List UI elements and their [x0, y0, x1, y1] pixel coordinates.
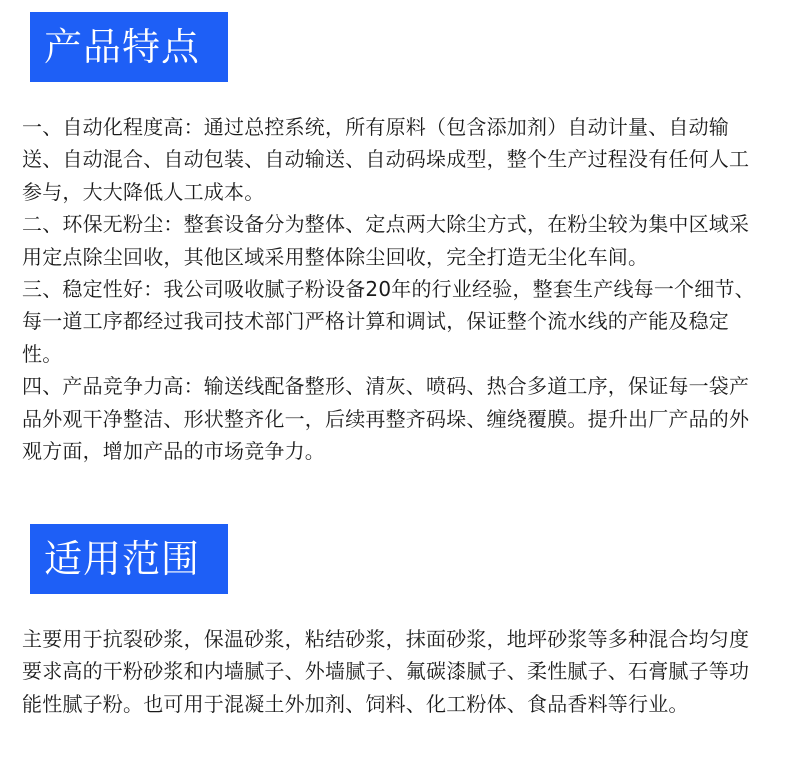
scope-text — [22, 623, 762, 720]
feature-item-stability: 三、稳定性好：我公司吸收腻子粉设备20年的行业经验，整套生产线每一个细节、每一道工序都经过我司技术部门严格计算和调试，保证整个流水线的产能及稳定性。 — [22, 277, 755, 366]
section-title-features: 产品特点 — [30, 12, 228, 82]
feature-item-automation: 一、自动化程度高：通过总控系统，所有原料（包含添加剂）自动计量、自动输送、自动混合、自动包装、自动输送、自动码垛成型，整个生产过程没有任何人工参与，大大降低人工成本。 — [22, 115, 750, 204]
section-title-scope: 适用范围 — [30, 524, 228, 594]
feature-item-dust-free: 二、环保无粉尘：整套设备分为整体、定点两大除尘方式，在粉尘较为集中区域采用定点除尘回收，其他区域采用整体除尘回收，完全打造无尘化车间。 — [22, 212, 750, 269]
features-list — [22, 111, 762, 467]
feature-item-competitiveness: 四、产品竞争力高：输送线配备整形、清灰、喷码、热合多道工序，保证每一袋产品外观干净整洁、形状整齐化一，后续再整齐码垛、缠绕覆膜。提升出厂产品的外观方面，增加产品的市场竞争力。 — [22, 374, 750, 464]
scope-paragraph: 主要用于抗裂砂浆，保温砂浆，粘结砂浆，抹面砂浆，地坪砂浆等多种混合均匀度要求高的干粉砂浆和内墙腻子、外墙腻子、氟碳漆腻子、柔性腻子、石膏腻子等功能性腻子粉。也可用于混凝土外加剂、饲料、化工粉体、食品香料等行业。 — [22, 627, 750, 716]
